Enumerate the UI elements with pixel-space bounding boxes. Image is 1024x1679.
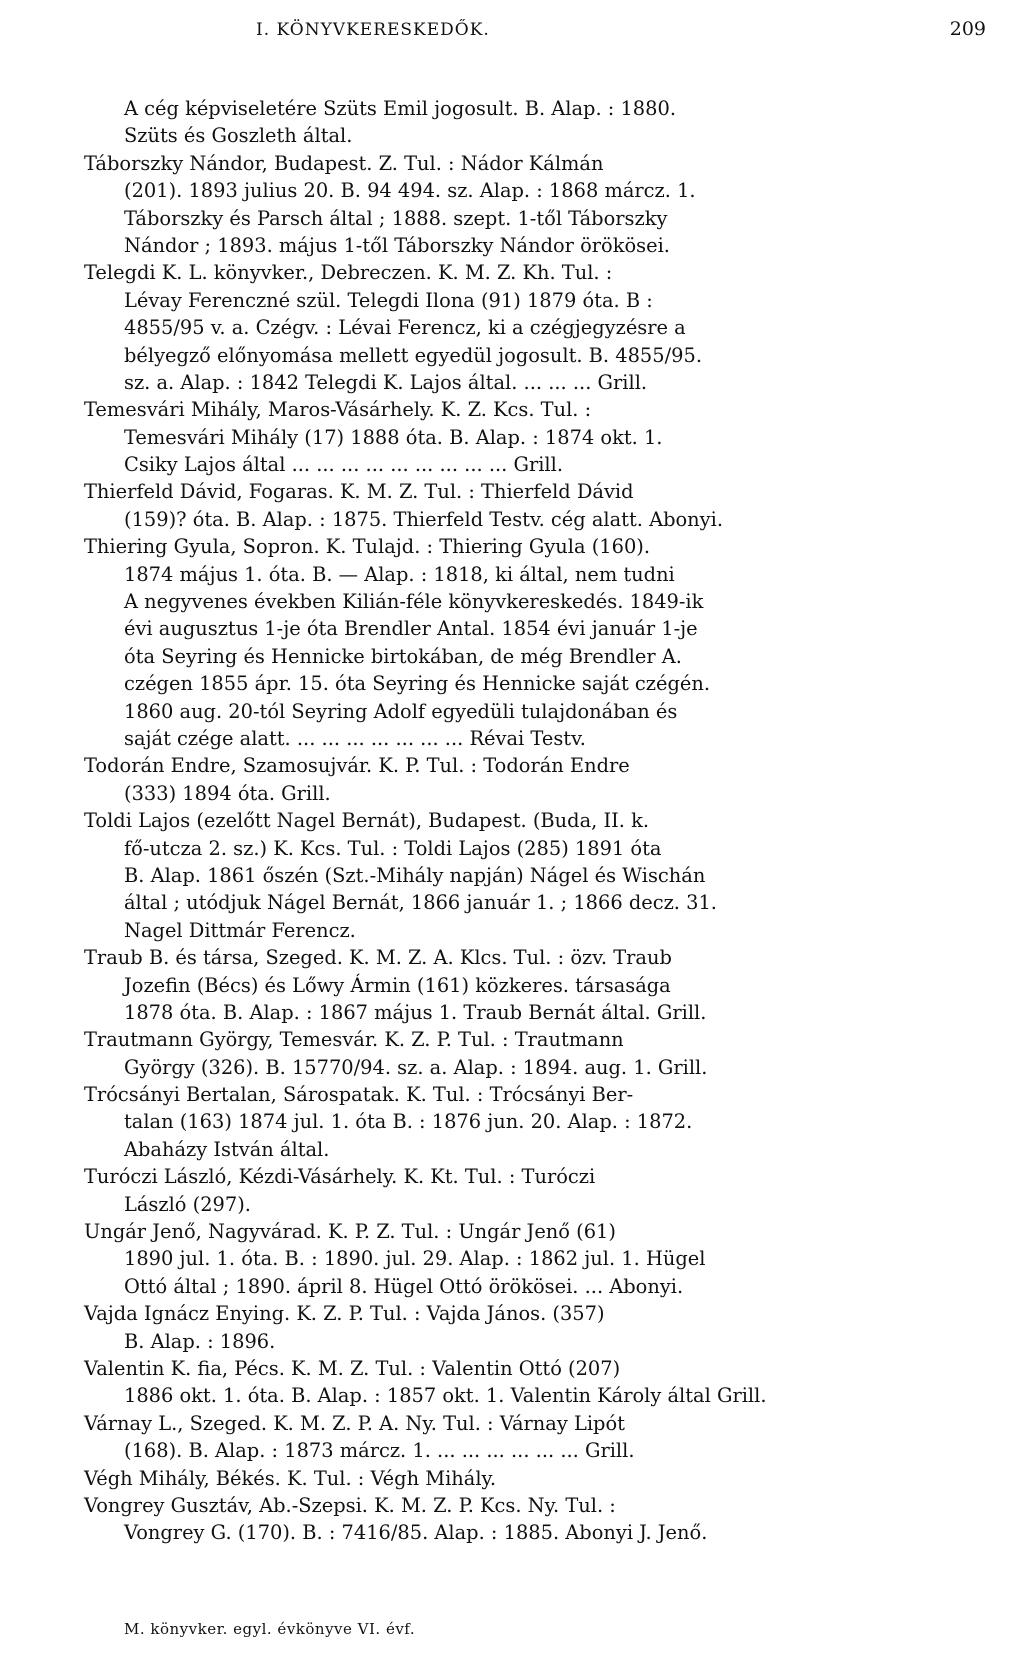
entry-first-line: Turóczi László, Kézdi-Vásárhely. K. Kt. Tul. : Turóczi bbox=[84, 1165, 596, 1189]
entry-first-line: Valentin K. fia, Pécs. K. M. Z. Tul. : Valentin Ottó (207) bbox=[84, 1356, 621, 1380]
entry-continuation-line: (159)? óta. B. Alap. : 1875. Thierfeld Testv. cég alatt. Abonyi. bbox=[124, 507, 723, 531]
directory-text bbox=[84, 95, 884, 1547]
page-number: 209 bbox=[949, 18, 986, 40]
entry-first-line: Végh Mihály, Békés. K. Tul. : Végh Mihály. bbox=[84, 1466, 497, 1490]
entry-continuation-line: A negyvenes években Kilián-féle könyvkereskedés. 1849-ik bbox=[124, 590, 704, 614]
entry-continuation-line: B. Alap. 1861 őszén (Szt.-Mihály napján) Nágel és Wischán bbox=[124, 863, 706, 887]
entry-first-line: Trócsányi Bertalan, Sárospatak. K. Tul. : Trócsányi Ber- bbox=[84, 1083, 634, 1107]
entry-first-line: Temesvári Mihály, Maros-Vásárhely. K. Z. Kcs. Tul. : bbox=[84, 398, 592, 422]
entry-first-line: Telegdi K. L. könyvker., Debreczen. K. M. Z. Kh. Tul. : bbox=[84, 261, 613, 285]
entry-continuation-line: László (297). bbox=[124, 1192, 251, 1216]
entry-first-line: Traub B. és társa, Szeged. K. M. Z. A. Klcs. Tul. : özv. Traub bbox=[84, 946, 672, 970]
running-title: I. KÖNYVKERESKEDŐK. bbox=[256, 20, 490, 40]
entry-continuation-line: (201). 1893 julius 20. B. 94 494. sz. Alap. : 1868 márcz. 1. bbox=[124, 179, 696, 203]
entry-continuation-line: 4855/95 v. a. Czégv. : Lévai Ferencz, ki a czégjegyzésre a bbox=[124, 316, 686, 340]
entry-continuation-line: 1860 aug. 20-tól Seyring Adolf egyedüli tulajdonában és bbox=[124, 699, 678, 723]
entry-first-line: Vongrey Gusztáv, Ab.-Szepsi. K. M. Z. P. Kcs. Ny. Tul. : bbox=[84, 1493, 616, 1517]
entry-continuation-line: Abaházy István által. bbox=[124, 1137, 330, 1161]
entry-first-line: Várnay L., Szeged. K. M. Z. P. A. Ny. Tul. : Várnay Lipót bbox=[84, 1411, 625, 1435]
entry-continuation-line: Ottó által ; 1890. ápril 8. Hügel Ottó örökösei. ... Abonyi. bbox=[124, 1274, 684, 1298]
entry-continuation-line: (168). B. Alap. : 1873 márcz. 1. ... ... ... ... ... ... Grill. bbox=[124, 1439, 635, 1463]
entry-continuation-line: talan (163) 1874 jul. 1. óta B. : 1876 jun. 20. Alap. : 1872. bbox=[124, 1110, 693, 1134]
entry-continuation-line: 1878 óta. B. Alap. : 1867 május 1. Traub Bernát által. Grill. bbox=[124, 1000, 707, 1024]
entry-continuation-line: Jozefin (Bécs) és Lőwy Ármin (161) közkeres. társasága bbox=[124, 973, 671, 997]
entry-first-line: Todorán Endre, Szamosujvár. K. P. Tul. : Todorán Endre bbox=[84, 754, 630, 778]
entry-continuation-line: Táborszky és Parsch által ; 1888. szept. 1-től Táborszky bbox=[124, 206, 668, 230]
entry-continuation-line: bélyegző előnyomása mellett egyedül jogosult. B. 4855/95. bbox=[124, 343, 702, 367]
footer-note: M. könyvker. egyl. évkönyve VI. évf. bbox=[124, 1620, 416, 1638]
entry-first-line: Thierfeld Dávid, Fogaras. K. M. Z. Tul. : Thierfeld Dávid bbox=[84, 480, 634, 504]
entry-continuation-line: 1874 május 1. óta. B. — Alap. : 1818, ki által, nem tudni bbox=[124, 562, 675, 586]
entry-continuation-line: évi augusztus 1-je óta Brendler Antal. 1854 évi január 1-je bbox=[124, 617, 698, 641]
entry-continuation-line: B. Alap. : 1896. bbox=[124, 1329, 276, 1353]
entry-continuation-line: Lévay Ferenczné szül. Telegdi Ilona (91) 1879 óta. B : bbox=[124, 288, 653, 312]
entry-first-line: Vajda Ignácz Enying. K. Z. P. Tul. : Vajda János. (357) bbox=[84, 1302, 605, 1326]
entry-continuation-line: (333) 1894 óta. Grill. bbox=[124, 781, 331, 805]
entry-continuation-line: Vongrey G. (170). B. : 7416/85. Alap. : 1885. Abonyi J. Jenő. bbox=[124, 1521, 708, 1545]
entry-continuation-line: Szüts és Goszleth által. bbox=[124, 124, 353, 148]
entry-continuation-line: sz. a. Alap. : 1842 Telegdi K. Lajos által. ... ... ... Grill. bbox=[124, 370, 648, 394]
entry-continuation-line: által ; utódjuk Nágel Bernát, 1866 január 1. ; 1866 decz. 31. bbox=[124, 891, 717, 915]
entry-continuation-line: A cég képviseletére Szüts Emil jogosult. B. Alap. : 1880. bbox=[124, 97, 676, 120]
entry-continuation-line: saját czége alatt. ... ... ... ... ... ... ... Révai Testv. bbox=[124, 726, 586, 750]
entry-first-line: Trautmann György, Temesvár. K. Z. P. Tul. : Trautmann bbox=[84, 1028, 624, 1052]
entry-continuation-line: Nándor ; 1893. május 1-től Táborszky Nándor örökösei. bbox=[124, 233, 670, 257]
entry-continuation-line: 1886 okt. 1. óta. B. Alap. : 1857 okt. 1. Valentin Károly által Grill. bbox=[124, 1384, 767, 1408]
entry-continuation-line: Nagel Dittmár Ferencz. bbox=[124, 918, 356, 942]
entry-first-line: Ungár Jenő, Nagyvárad. K. P. Z. Tul. : Ungár Jenő (61) bbox=[84, 1220, 616, 1244]
entry-first-line: Toldi Lajos (ezelőtt Nagel Bernát), Budapest. (Buda, II. k. bbox=[84, 809, 650, 833]
entry-continuation-line: Csiky Lajos által ... ... ... ... ... ... ... ... ... Grill. bbox=[124, 453, 563, 477]
entry-continuation-line: fő-utcza 2. sz.) K. Kcs. Tul. : Toldi Lajos (285) 1891 óta bbox=[124, 836, 662, 860]
page-header bbox=[0, 14, 1024, 54]
entry-continuation-line: György (326). B. 15770/94. sz. a. Alap. : 1894. aug. 1. Grill. bbox=[124, 1055, 708, 1079]
entry-continuation-line: czégen 1855 ápr. 15. óta Seyring és Hennicke saját czégén. bbox=[124, 672, 711, 696]
entry-continuation-line: 1890 jul. 1. óta. B. : 1890. jul. 29. Alap. : 1862 jul. 1. Hügel bbox=[124, 1247, 706, 1271]
entry-first-line: Thiering Gyula, Sopron. K. Tulajd. : Thiering Gyula (160). bbox=[84, 535, 651, 559]
entry-first-line: Táborszky Nándor, Budapest. Z. Tul. : Nádor Kálmán bbox=[84, 151, 604, 175]
entry-continuation-line: óta Seyring és Hennicke birtokában, de még Brendler A. bbox=[124, 644, 682, 668]
entry-continuation-line: Temesvári Mihály (17) 1888 óta. B. Alap. : 1874 okt. 1. bbox=[124, 425, 663, 449]
